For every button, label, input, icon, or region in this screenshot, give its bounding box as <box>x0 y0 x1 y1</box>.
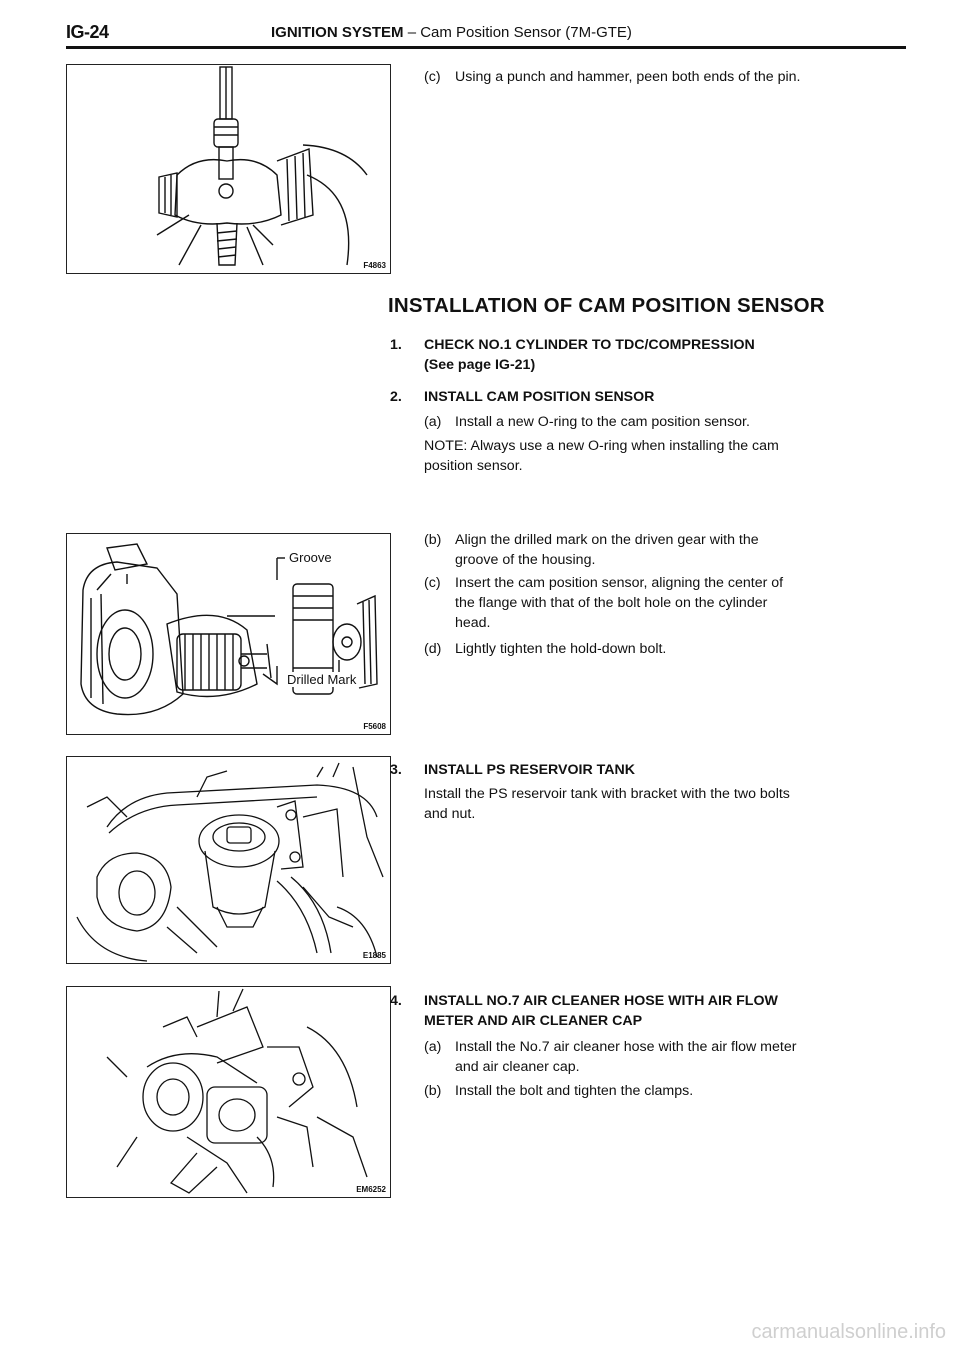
step4-a-line1: Install the No.7 air cleaner hose with the air flow meter <box>455 1039 797 1055</box>
note-line1: NOTE: Always use a new O-ring when installing the cam <box>424 438 779 454</box>
step4-a-line2: and air cleaner cap. <box>455 1059 580 1075</box>
step-number: 3. <box>390 762 402 778</box>
ps-reservoir-illustration <box>67 757 390 963</box>
step1 <box>390 335 755 375</box>
step-number: 2. <box>390 389 402 405</box>
step1-line2: (See page IG-21) <box>424 357 536 373</box>
figure-air-cleaner-hose <box>66 986 391 1198</box>
page-number: IG-24 <box>66 22 109 42</box>
watermark-footer: carmanualsonline.info <box>751 1321 946 1343</box>
section-title: INSTALLATION OF CAM POSITION SENSOR <box>388 294 825 317</box>
step2-c-line3: head. <box>455 615 491 631</box>
step4-b <box>424 1081 693 1101</box>
step2-c-line2: the flange with that of the bolt hole on the cylinder <box>455 595 768 611</box>
figure-code: EM6252 <box>356 1185 386 1194</box>
step2-title-text: INSTALL CAM POSITION SENSOR <box>424 389 655 405</box>
step-marker: (b) <box>424 532 442 548</box>
step2-b-line1: Align the drilled mark on the driven gear with the <box>455 532 759 548</box>
step1-line1: CHECK NO.1 CYLINDER TO TDC/COMPRESSION <box>424 337 755 353</box>
step3-title-text: INSTALL PS RESERVOIR TANK <box>424 762 635 778</box>
step3-title <box>390 760 635 780</box>
step-text: Using a punch and hammer, peen both ends of the pin. <box>455 69 801 85</box>
step3-line2: and nut. <box>424 806 476 822</box>
label-groove: Groove <box>289 550 332 565</box>
step-marker: (d) <box>424 641 442 657</box>
step2-b <box>424 530 759 570</box>
step-marker: (b) <box>424 1083 442 1099</box>
air-cleaner-hose-illustration <box>67 987 390 1197</box>
step-number: 4. <box>390 993 402 1009</box>
header-title-bold: IGNITION SYSTEM <box>271 24 404 41</box>
step-marker: (a) <box>424 414 442 430</box>
step2-d-text: Lightly tighten the hold-down bolt. <box>455 641 667 657</box>
header-rule <box>66 46 906 49</box>
figure-code: F4863 <box>363 261 386 270</box>
header-title-rest: – Cam Position Sensor (7M-GTE) <box>407 24 632 41</box>
label-drilled-mark: Drilled Mark <box>287 672 357 687</box>
step2-c-line1: Insert the cam position sensor, aligning the center of <box>455 575 784 591</box>
step3-body <box>424 784 790 824</box>
step4-title2: METER AND AIR CLEANER CAP <box>424 1013 643 1029</box>
figure-code: E1885 <box>362 951 386 960</box>
step2-c <box>424 573 783 633</box>
step2-note <box>424 436 779 476</box>
step4-title <box>390 991 778 1031</box>
figure-groove-drilled-mark <box>66 533 391 735</box>
step2-b-line2: groove of the housing. <box>455 552 596 568</box>
step4-a <box>424 1037 796 1077</box>
step-number: 1. <box>390 337 402 353</box>
step-marker: (c) <box>424 69 441 85</box>
groove-drilled-mark-illustration <box>67 534 390 734</box>
step3-line1: Install the PS reservoir tank with bracket with the two bolts <box>424 786 790 802</box>
step4-b-text: Install the bolt and tighten the clamps. <box>455 1083 694 1099</box>
step-c-punch <box>424 67 800 87</box>
note-line2: position sensor. <box>424 458 523 474</box>
step4-title1: INSTALL NO.7 AIR CLEANER HOSE WITH AIR FLOW <box>424 993 778 1009</box>
header-title <box>271 24 632 41</box>
step2-a <box>424 412 750 432</box>
step-marker: (c) <box>424 575 441 591</box>
figure-ps-reservoir <box>66 756 391 964</box>
punch-pin-illustration <box>67 65 390 273</box>
page-header <box>66 20 906 46</box>
step-marker: (a) <box>424 1039 442 1055</box>
step2-a-text: Install a new O-ring to the cam position sensor. <box>455 414 750 430</box>
figure-punch-pin <box>66 64 391 274</box>
step2-title <box>390 387 654 407</box>
step2-d <box>424 639 666 659</box>
figure-code: F5608 <box>363 722 386 731</box>
